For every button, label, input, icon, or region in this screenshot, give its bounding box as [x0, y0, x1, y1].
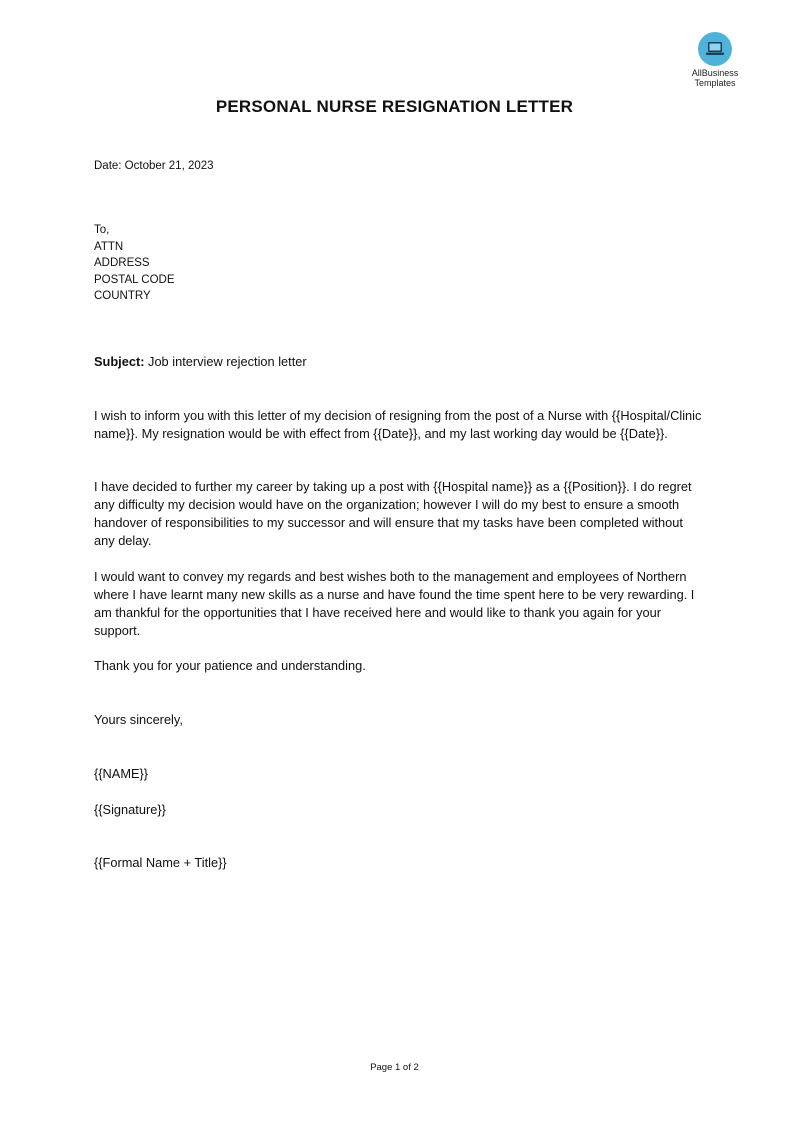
address-postal-code: POSTAL CODE — [94, 273, 175, 286]
laptop-icon — [705, 41, 725, 57]
body-paragraph-3 — [94, 568, 704, 640]
paragraph-text: I would want to convey my regards and best wishes both to the management and employees of Northern where I have learnt many new skills as a nurse and have found the time spent here to be very rewarding. I am thankful for the opportunities that I have received here and would like to thank you again for your support. — [94, 569, 695, 638]
address-to: To, — [94, 224, 110, 236]
logo-text-line1: AllBusiness — [691, 68, 739, 78]
logo-badge — [698, 32, 732, 66]
recipient-address — [94, 222, 704, 305]
sender-signature: {{Signature}} — [94, 802, 166, 817]
subject-line — [94, 353, 704, 371]
address-street: ADDRESS — [94, 257, 150, 269]
subject-label: Subject: — [94, 354, 145, 369]
paragraph-text: Thank you for your patience and understanding. — [94, 658, 366, 673]
letter-date: Date: October 21, 2023 — [94, 160, 214, 172]
logo-text-line2: Templates — [694, 78, 736, 88]
address-attn: ATTN — [94, 240, 124, 253]
document-title: PERSONAL NURSE RESIGNATION LETTER — [215, 97, 574, 116]
body-paragraph-2 — [94, 478, 704, 550]
page-number: Page 1 of 2 — [370, 1062, 419, 1073]
paragraph-text: I wish to inform you with this letter of my decision of resigning from the post of a Nurse with {{Hospital/Clinic name}}. My resignation would be with effect from {{Date}}, and my last working day would be {{Date}}. — [94, 408, 702, 441]
body-paragraph-1 — [94, 407, 704, 443]
closing-salutation: Yours sincerely, — [94, 712, 183, 727]
company-logo — [684, 32, 746, 88]
subject-text: Job interview rejection letter — [144, 354, 307, 369]
paragraph-text: I have decided to further my career by taking up a post with {{Hospital name}} as a {{Position}}. I do regret any difficulty my decision would have on the organization; however I will do my best to ensure a smooth handover of responsibilities to my successor and will ensure that my tasks have been completed without any delay. — [94, 479, 692, 548]
address-country: COUNTRY — [94, 290, 151, 302]
sender-formal-name: {{Formal Name + Title}} — [94, 855, 227, 870]
sender-name: {{NAME}} — [94, 766, 149, 781]
body-paragraph-4 — [94, 657, 704, 675]
